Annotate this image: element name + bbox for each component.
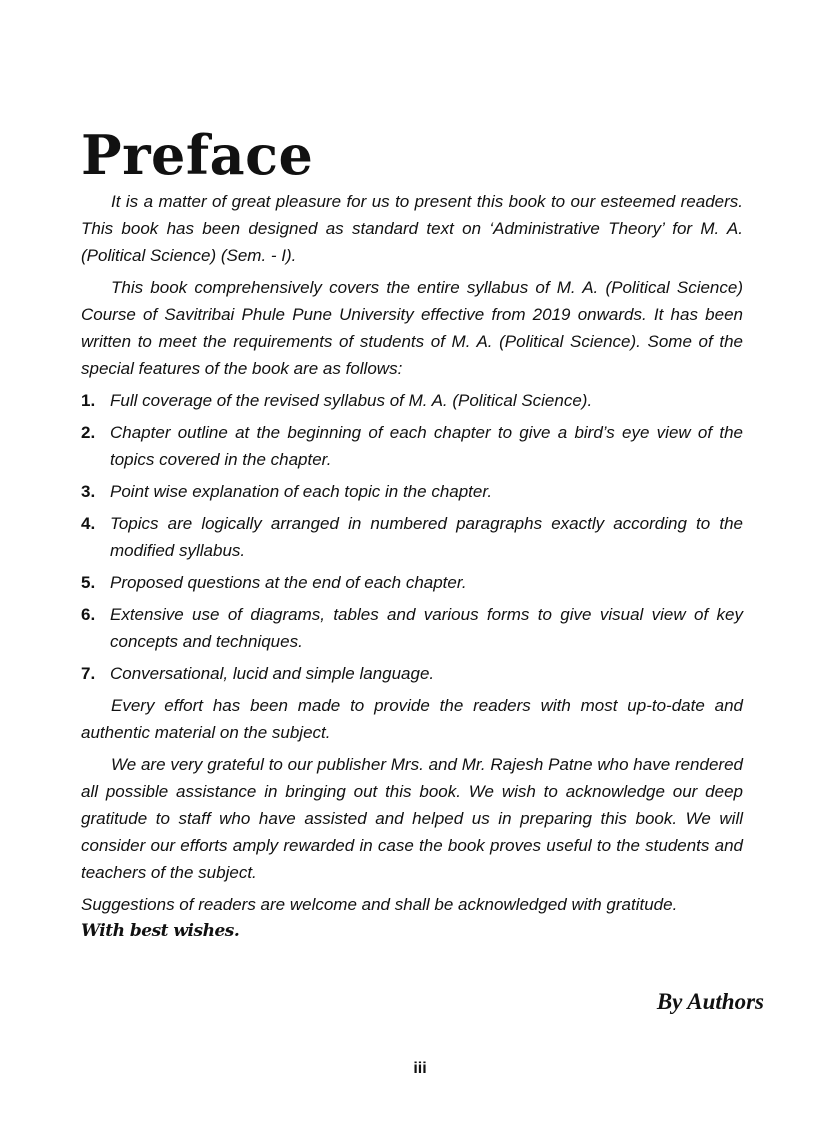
list-number: 5. <box>81 573 96 592</box>
closing-wishes: With best wishes. <box>81 921 240 941</box>
paragraph-intro: It is a matter of great pleasure for us to present this book to our esteemed readers. This book has been designed as standard text on ‘Administrative Theory’ for M. A. (Political Science) (Sem. - I). <box>81 192 743 265</box>
list-item-text: Point wise explanation of each topic in the chapter. <box>110 482 493 501</box>
preface-page <box>81 122 743 945</box>
list-item <box>81 387 743 414</box>
list-item <box>81 601 743 655</box>
list-item <box>81 569 743 596</box>
signature: By Authors <box>656 989 764 1014</box>
list-number: 7. <box>81 664 96 683</box>
list-item-text: Proposed questions at the end of each chapter. <box>110 573 467 592</box>
preface-body <box>81 188 743 918</box>
list-item-text: Extensive use of diagrams, tables and various forms to give visual view of key concepts and techniques. <box>110 605 743 651</box>
list-item <box>81 419 743 473</box>
features-list <box>81 387 743 687</box>
paragraph-coverage: This book comprehensively covers the entire syllabus of M. A. (Political Science) Course of Savitribai Phule Pune University effective from 2019 onwards. It has been written to meet the requirements of students of M. A. (Political Science). Some of the special features of the book are as follows: <box>81 278 743 378</box>
page-title: Preface <box>81 123 314 187</box>
list-number: 3. <box>81 482 96 501</box>
list-number: 1. <box>81 391 96 410</box>
list-number: 4. <box>81 514 96 533</box>
list-item-text: Full coverage of the revised syllabus of M. A. (Political Science). <box>110 391 593 410</box>
list-number: 6. <box>81 605 96 624</box>
list-item-text: Chapter outline at the beginning of each chapter to give a bird’s eye view of the topics covered in the chapter. <box>110 423 743 469</box>
list-item-text: Conversational, lucid and simple language. <box>110 664 435 683</box>
page-number: iii <box>413 1060 427 1077</box>
paragraph-gratitude: We are very grateful to our publisher Mrs. and Mr. Rajesh Patne who have rendered all possible assistance in bringing out this book. We wish to acknowledge our deep gratitude to staff who have assisted and helped us in preparing this book. We will consider our efforts amply rewarded in case the book proves useful to the students and teachers of the subject. <box>81 755 743 882</box>
list-item <box>81 510 743 564</box>
list-item <box>81 478 743 505</box>
list-item <box>81 660 743 687</box>
paragraph-suggestions: Suggestions of readers are welcome and shall be acknowledged with gratitude. <box>81 895 678 914</box>
list-item-text: Topics are logically arranged in numbered paragraphs exactly according to the modified syllabus. <box>110 514 743 560</box>
paragraph-effort: Every effort has been made to provide the readers with most up-to-date and authentic material on the subject. <box>81 696 743 742</box>
list-number: 2. <box>81 423 96 442</box>
